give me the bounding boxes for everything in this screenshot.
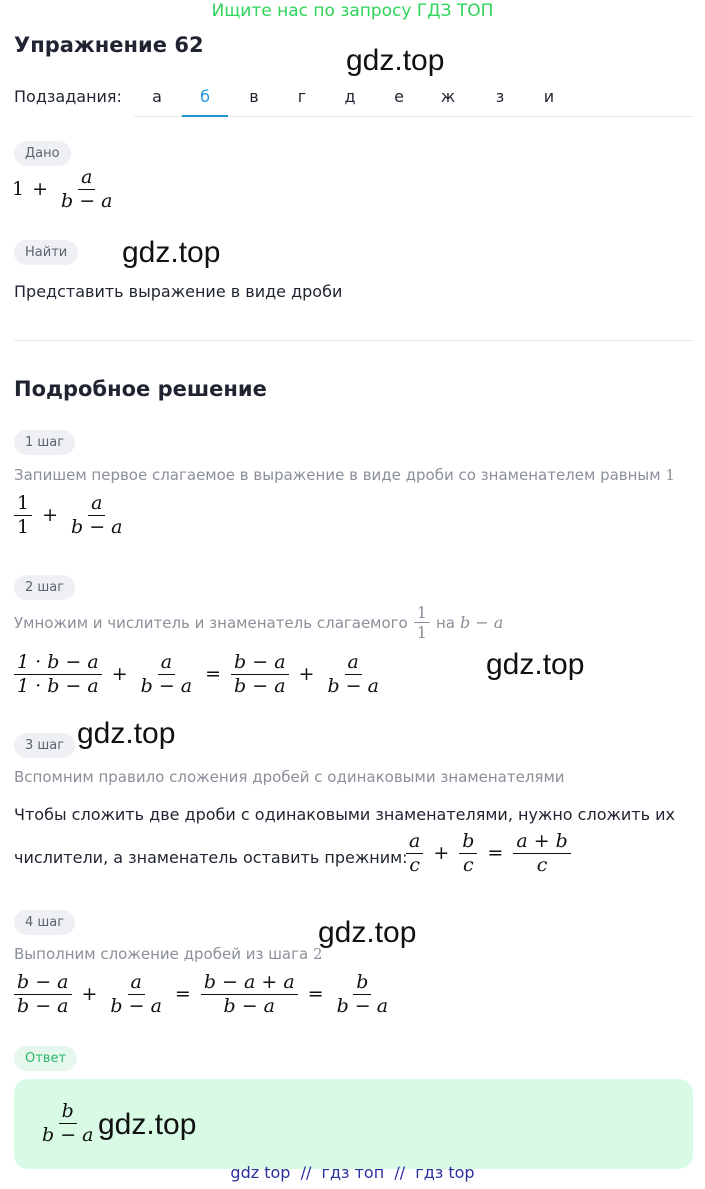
watermark: gdz.top <box>318 916 417 949</box>
subtask-tabs <box>134 83 693 117</box>
step-3-rule-expression: $\frac{a}{c}$ + $\frac{b}{c}$ = $\frac{a + b}{c}$ <box>404 830 573 877</box>
given-fraction <box>58 166 116 213</box>
given-plus: + <box>32 178 49 201</box>
step-1-badge: 1 шаг <box>14 430 75 455</box>
step-1-frac-1: $\frac{1}{1}$ <box>14 492 32 539</box>
tab-z[interactable]: з <box>495 87 505 106</box>
step-4-text-main: Выполним сложение дробей из шага <box>14 945 309 963</box>
step-1-text-main: Запишем первое слагаемое в выражение в виде дроби со знаменателем равным <box>14 466 661 484</box>
tab-zh[interactable]: ж <box>440 87 456 106</box>
step-2-badge: 2 шаг <box>14 575 75 600</box>
step-2-text-frac: $\frac{1}{1}$ <box>414 603 430 642</box>
given-den: b − a <box>61 189 113 212</box>
divider <box>14 340 693 341</box>
step-4-text <box>14 945 323 963</box>
watermark: gdz.top <box>122 236 221 269</box>
given-badge: Дано <box>14 141 71 166</box>
subtasks-label: Подзадания: <box>14 87 122 106</box>
step-3-rule-line2: числители, а знаменатель оставить прежним: <box>14 848 408 867</box>
tab-a[interactable]: а <box>152 87 162 106</box>
given-num: a <box>78 166 95 190</box>
given-lead: 1 <box>12 178 25 201</box>
step-4-text-value: 2 <box>312 945 323 963</box>
given-expression <box>12 166 118 213</box>
answer-expression <box>37 1100 99 1147</box>
tab-i[interactable]: и <box>543 87 555 106</box>
tab-v[interactable]: в <box>249 87 259 106</box>
exercise-title: Упражнение 62 <box>14 33 204 57</box>
answer-num: b <box>59 1100 77 1124</box>
watermark: gdz.top <box>98 1108 197 1141</box>
step-2-frac-4: $\frac{a}{b - a}$ <box>327 651 379 697</box>
watermark: gdz.top <box>346 44 445 77</box>
answer-den: b − a <box>42 1123 94 1146</box>
step-1-frac-2: $\frac{a}{b - a}$ <box>71 492 123 538</box>
step-1-text-value: 1 <box>665 466 675 484</box>
search-banner[interactable]: Ищите нас по запросу ГДЗ ТОП <box>211 1 494 21</box>
watermark: gdz.top <box>486 648 585 681</box>
step-3-rule-line1: Чтобы сложить две дроби с одинаковыми знаменателями, нужно сложить их <box>14 805 675 824</box>
step-4-expression: $\frac{b - a}{b - a}$ + $\frac{a}{b - a}$ = $\frac{b - a + a}{b - a}$ = $\frac{b}{b - a}$ <box>12 971 393 1018</box>
solution-title: Подробное решение <box>14 377 267 401</box>
step-2-frac-1: $\frac{1 \cdot b - a}{1 \cdot b - a}$ <box>14 651 102 698</box>
find-badge: Найти <box>14 240 78 265</box>
footer-links[interactable]: gdz top // гдз топ // гдз top <box>230 1163 475 1182</box>
step-3-badge: 3 шаг <box>14 733 75 758</box>
step-1-text <box>14 466 675 484</box>
step-2-expression: $\frac{1 \cdot b - a}{1 \cdot b - a}$ + $\frac{a}{b - a}$ = $\frac{b - a}{b - a}$ + $\frac{a}{b - a}$ <box>12 651 384 698</box>
tab-g[interactable]: г <box>297 87 307 106</box>
step-4-badge: 4 шаг <box>14 910 75 935</box>
step-2-text-main: Умножим и числитель и знаменатель слагаемого <box>14 613 408 632</box>
tab-b[interactable]: б <box>182 87 228 106</box>
step-3-text: Вспомним правило сложения дробей с одинаковыми знаменателями <box>14 768 565 786</box>
answer-badge: Ответ <box>14 1046 77 1071</box>
tab-d[interactable]: д <box>344 87 356 106</box>
watermark: gdz.top <box>77 717 176 750</box>
step-1-expression: $\frac{1}{1}$ + $\frac{a}{b - a}$ <box>12 492 128 539</box>
step-2-text: Умножим и числитель и знаменатель слагаемого $\frac{1}{1}$ на b − a <box>14 603 504 643</box>
tab-e[interactable]: е <box>394 87 404 106</box>
step-2-frac-2: $\frac{a}{b - a}$ <box>140 651 193 697</box>
step-2-frac-3: $\frac{b - a}{b - a}$ <box>231 651 289 698</box>
find-text: Представить выражение в виде дроби <box>14 282 343 301</box>
